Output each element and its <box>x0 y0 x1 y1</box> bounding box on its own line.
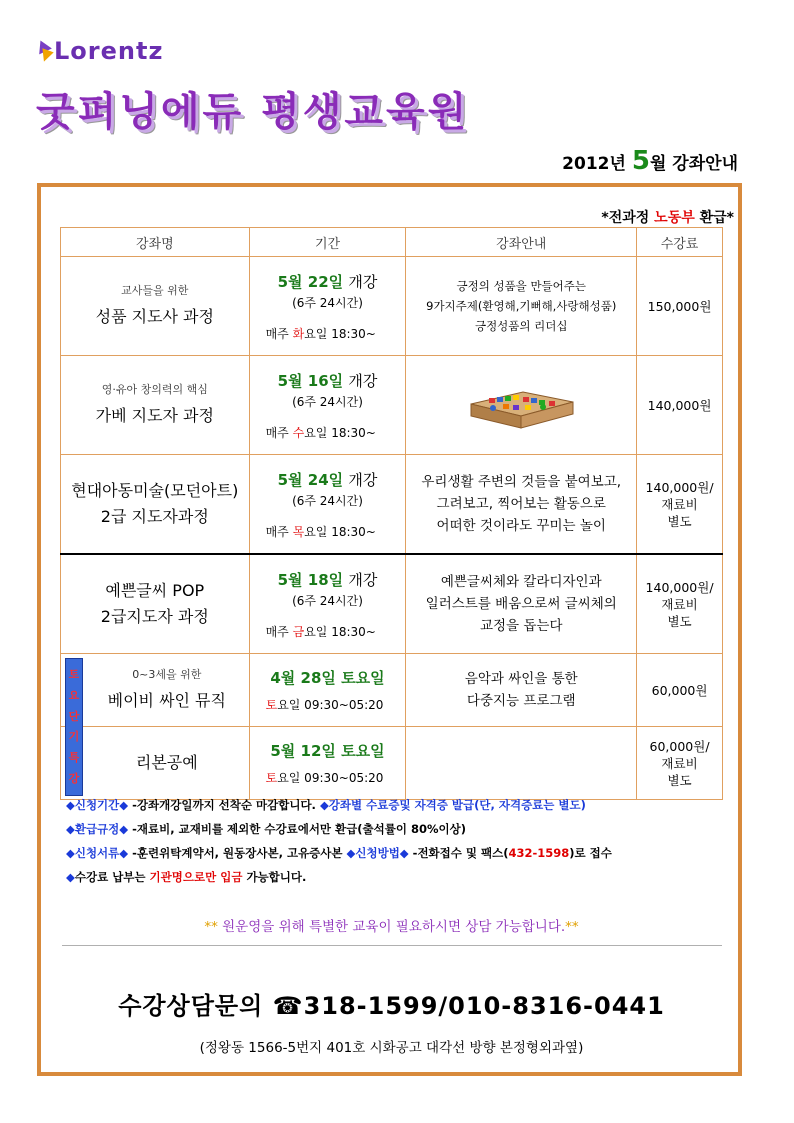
course-name-cell <box>61 455 250 555</box>
time-prefix: 매주 <box>265 425 289 440</box>
start-date: 5월 12일 <box>270 742 336 760</box>
fee-line: 별도 <box>667 772 692 788</box>
special-label-char: 토 <box>68 668 80 682</box>
course-name: 현대아동미술(모던아트) <box>71 481 239 500</box>
info-line: 긍정성품의 리더십 <box>474 319 568 333</box>
info-line: 교정을 돕는다 <box>479 618 563 634</box>
fee-line: 150,000원 <box>647 298 712 314</box>
note-line-period <box>66 793 726 817</box>
course-info-cell <box>406 455 637 555</box>
day: 토 <box>265 698 278 712</box>
start-word: 토요일 <box>341 669 385 687</box>
fee-cell <box>637 356 723 455</box>
course-name: 가베 지도자 과정 <box>95 406 214 425</box>
period-cell <box>249 554 406 654</box>
course-subtitle: 교사들을 위한 <box>121 284 189 297</box>
fax-number: 432-1598 <box>508 846 570 860</box>
start-date: 5월 24일 <box>277 470 344 489</box>
schedule-month-number: 5 <box>631 146 650 176</box>
fee-line: 140,000원/ <box>645 579 714 595</box>
refund-suffix: 환급* <box>699 210 734 226</box>
start-word: 토요일 <box>341 742 385 760</box>
note-text: -강좌개강일까지 선착순 마감합니다. <box>132 798 316 812</box>
course-name-line2: 2급지도자 과정 <box>100 607 209 626</box>
course-subtitle: 0~3세을 위한 <box>132 668 202 681</box>
time-suffix: 요일 09:30~05:20 <box>277 698 384 712</box>
refund-prefix: *전과정 <box>601 210 650 226</box>
fee-line: 재료비 <box>661 596 698 612</box>
start-date: 5월 22일 <box>277 272 344 291</box>
table-row <box>61 727 723 800</box>
course-name: 베이비 싸인 뮤직 <box>107 691 226 710</box>
course-info-cell <box>406 727 637 800</box>
course-info-cell <box>406 257 637 356</box>
duration: (6주 24시간) <box>292 593 363 608</box>
course-table <box>60 227 723 800</box>
fee-line: 140,000원 <box>647 397 712 413</box>
start-word: 개강 <box>348 371 378 390</box>
info-line: 다중지능 프로그램 <box>466 693 576 709</box>
note-line-payment <box>66 865 726 889</box>
info-line: 9가지주제(환영해,기뻐해,사랑해성품) <box>426 299 617 313</box>
course-name-cell <box>61 554 250 654</box>
day: 화 <box>292 326 305 341</box>
course-name: 예쁜글씨 POP <box>105 581 205 600</box>
course-info-cell <box>406 654 637 727</box>
note-label: ◆신청방법◆ <box>346 846 409 860</box>
fee-line: 60,000원 <box>651 682 708 698</box>
course-info-cell <box>406 554 637 654</box>
fee-line: 별도 <box>667 513 692 529</box>
fee-cell <box>637 554 723 654</box>
time-prefix: 매주 <box>265 524 289 539</box>
fee-line: 재료비 <box>661 496 698 512</box>
phone-icon: ☎ <box>272 992 304 1020</box>
period-cell <box>249 356 406 455</box>
time-suffix: 요일 18:30~ <box>304 425 376 440</box>
stars-right: ** <box>565 919 579 935</box>
info-line: 어떠한 것이라도 꾸미는 놀이 <box>436 518 606 534</box>
note-label: ◆환급규정◆ <box>66 822 129 836</box>
info-line: 긍정의 성품을 만들어주는 <box>456 279 586 293</box>
logo-text: Lorentz <box>54 37 164 65</box>
note-text: -전화접수 및 팩스( <box>412 846 509 860</box>
note-emphasis: 기관명으로만 입금 <box>149 870 243 884</box>
day: 금 <box>292 624 305 639</box>
saturday-special-label <box>65 658 83 796</box>
note-text: -훈련위탁계약서, 원동장사본, 고유증사본 <box>132 846 343 860</box>
course-name-line2: 2급 지도자과정 <box>100 507 209 526</box>
special-label-char: 단 <box>68 709 80 723</box>
info-line: 예쁜글씨체와 칼라디자인과 <box>440 574 602 590</box>
logo <box>36 36 163 66</box>
stars-left: ** <box>204 919 218 935</box>
consult-note <box>60 915 723 935</box>
special-label-char: 강 <box>68 771 80 785</box>
fee-line: 재료비 <box>661 755 698 771</box>
course-subtitle: 영·유아 창의력의 핵심 <box>101 383 208 396</box>
table-row <box>61 455 723 555</box>
duration: (6주 24시간) <box>292 493 363 508</box>
course-name: 성품 지도사 과정 <box>95 307 214 326</box>
fee-line: 별도 <box>667 613 692 629</box>
table-row <box>61 257 723 356</box>
course-name: 리본공예 <box>135 753 198 772</box>
note-line-refund <box>66 817 726 841</box>
day: 목 <box>292 524 305 539</box>
note-label: ◆신청기간◆ <box>66 798 129 812</box>
start-date: 4월 28일 <box>270 669 336 687</box>
period-cell <box>249 455 406 555</box>
time-suffix: 요일 18:30~ <box>304 326 376 341</box>
fee-line: 60,000원/ <box>649 738 710 754</box>
contact-line <box>60 986 723 1021</box>
note-line-documents <box>66 841 726 865</box>
info-line: 그려보고, 찍어보는 활동으로 <box>436 496 606 512</box>
table-row <box>61 554 723 654</box>
note-text: )로 접수 <box>569 846 612 860</box>
info-line: 음악과 싸인을 통한 <box>464 671 578 687</box>
header-course-name: 강좌명 <box>61 228 250 257</box>
fee-cell <box>637 455 723 555</box>
refund-agency: 노동부 <box>654 210 695 226</box>
note-text: 가능합니다. <box>246 870 307 884</box>
start-date: 5월 18일 <box>277 570 344 589</box>
fee-cell <box>637 654 723 727</box>
start-word: 개강 <box>348 470 378 489</box>
note-label: ◆강좌별 수료증및 자격증 발급(단, 자격증료는 별도) <box>319 798 586 812</box>
consult-note-text: 원운영을 위해 특별한 교육이 필요하시면 상담 가능합니다. <box>222 919 566 935</box>
course-info-cell <box>406 356 637 455</box>
fee-line: 140,000원/ <box>645 479 714 495</box>
note-text: 수강료 납부는 <box>74 870 146 884</box>
table-row <box>61 654 723 727</box>
special-label-char: 기 <box>68 730 80 744</box>
header-course-info: 강좌안내 <box>406 228 637 257</box>
time-prefix: 매주 <box>265 624 289 639</box>
schedule-month-suffix: 월 <box>649 154 667 174</box>
course-name-cell <box>61 727 250 800</box>
contact-phone: 318-1599/010-8316-0441 <box>303 992 665 1020</box>
fee-cell <box>637 727 723 800</box>
address: (정왕동 1566-5번지 401호 시화공고 대각선 방향 본정형외과옆) <box>199 1040 584 1056</box>
time-suffix: 요일 09:30~05:20 <box>277 771 384 785</box>
special-label-char: 요 <box>68 688 80 702</box>
schedule-heading <box>562 146 738 176</box>
divider <box>62 945 722 946</box>
info-line: 우리생활 주변의 것들을 붙여보고, <box>421 474 622 490</box>
day: 수 <box>292 425 305 440</box>
notes-section <box>66 793 726 889</box>
header-period: 기간 <box>249 228 406 257</box>
time-suffix: 요일 18:30~ <box>304 524 376 539</box>
day: 토 <box>265 771 278 785</box>
duration: (6주 24시간) <box>292 295 363 310</box>
period-cell <box>249 654 406 727</box>
start-word: 개강 <box>348 272 378 291</box>
butterfly-logo-icon <box>36 38 52 64</box>
period-cell <box>249 257 406 356</box>
time-prefix: 매주 <box>265 326 289 341</box>
refund-notice <box>601 207 734 227</box>
schedule-year: 2012년 <box>562 154 626 174</box>
course-name-cell <box>61 257 250 356</box>
table-row <box>61 356 723 455</box>
start-word: 개강 <box>348 570 378 589</box>
page-title: 굿퍼닝에듀 평생교육원 <box>36 89 470 135</box>
fee-cell <box>637 257 723 356</box>
duration: (6주 24시간) <box>292 394 363 409</box>
note-text: -재료비, 교재비를 제외한 수강료에서만 환급(출석률이 80%이상) <box>132 822 466 836</box>
header-fee: 수강료 <box>637 228 723 257</box>
note-label: ◆신청서류◆ <box>66 846 129 860</box>
course-name-cell <box>61 356 250 455</box>
period-cell <box>249 727 406 800</box>
note-label: ◆ <box>66 870 75 884</box>
gabe-toy-image <box>463 374 579 432</box>
start-date: 5월 16일 <box>277 371 344 390</box>
special-label-char: 특 <box>68 750 80 764</box>
time-suffix: 요일 18:30~ <box>304 624 376 639</box>
info-line: 일러스트를 배움으로써 글씨체의 <box>425 596 617 612</box>
contact-label: 수강상담문의 <box>118 992 264 1020</box>
table-header-row <box>61 228 723 257</box>
schedule-suffix: 강좌안내 <box>672 154 738 174</box>
